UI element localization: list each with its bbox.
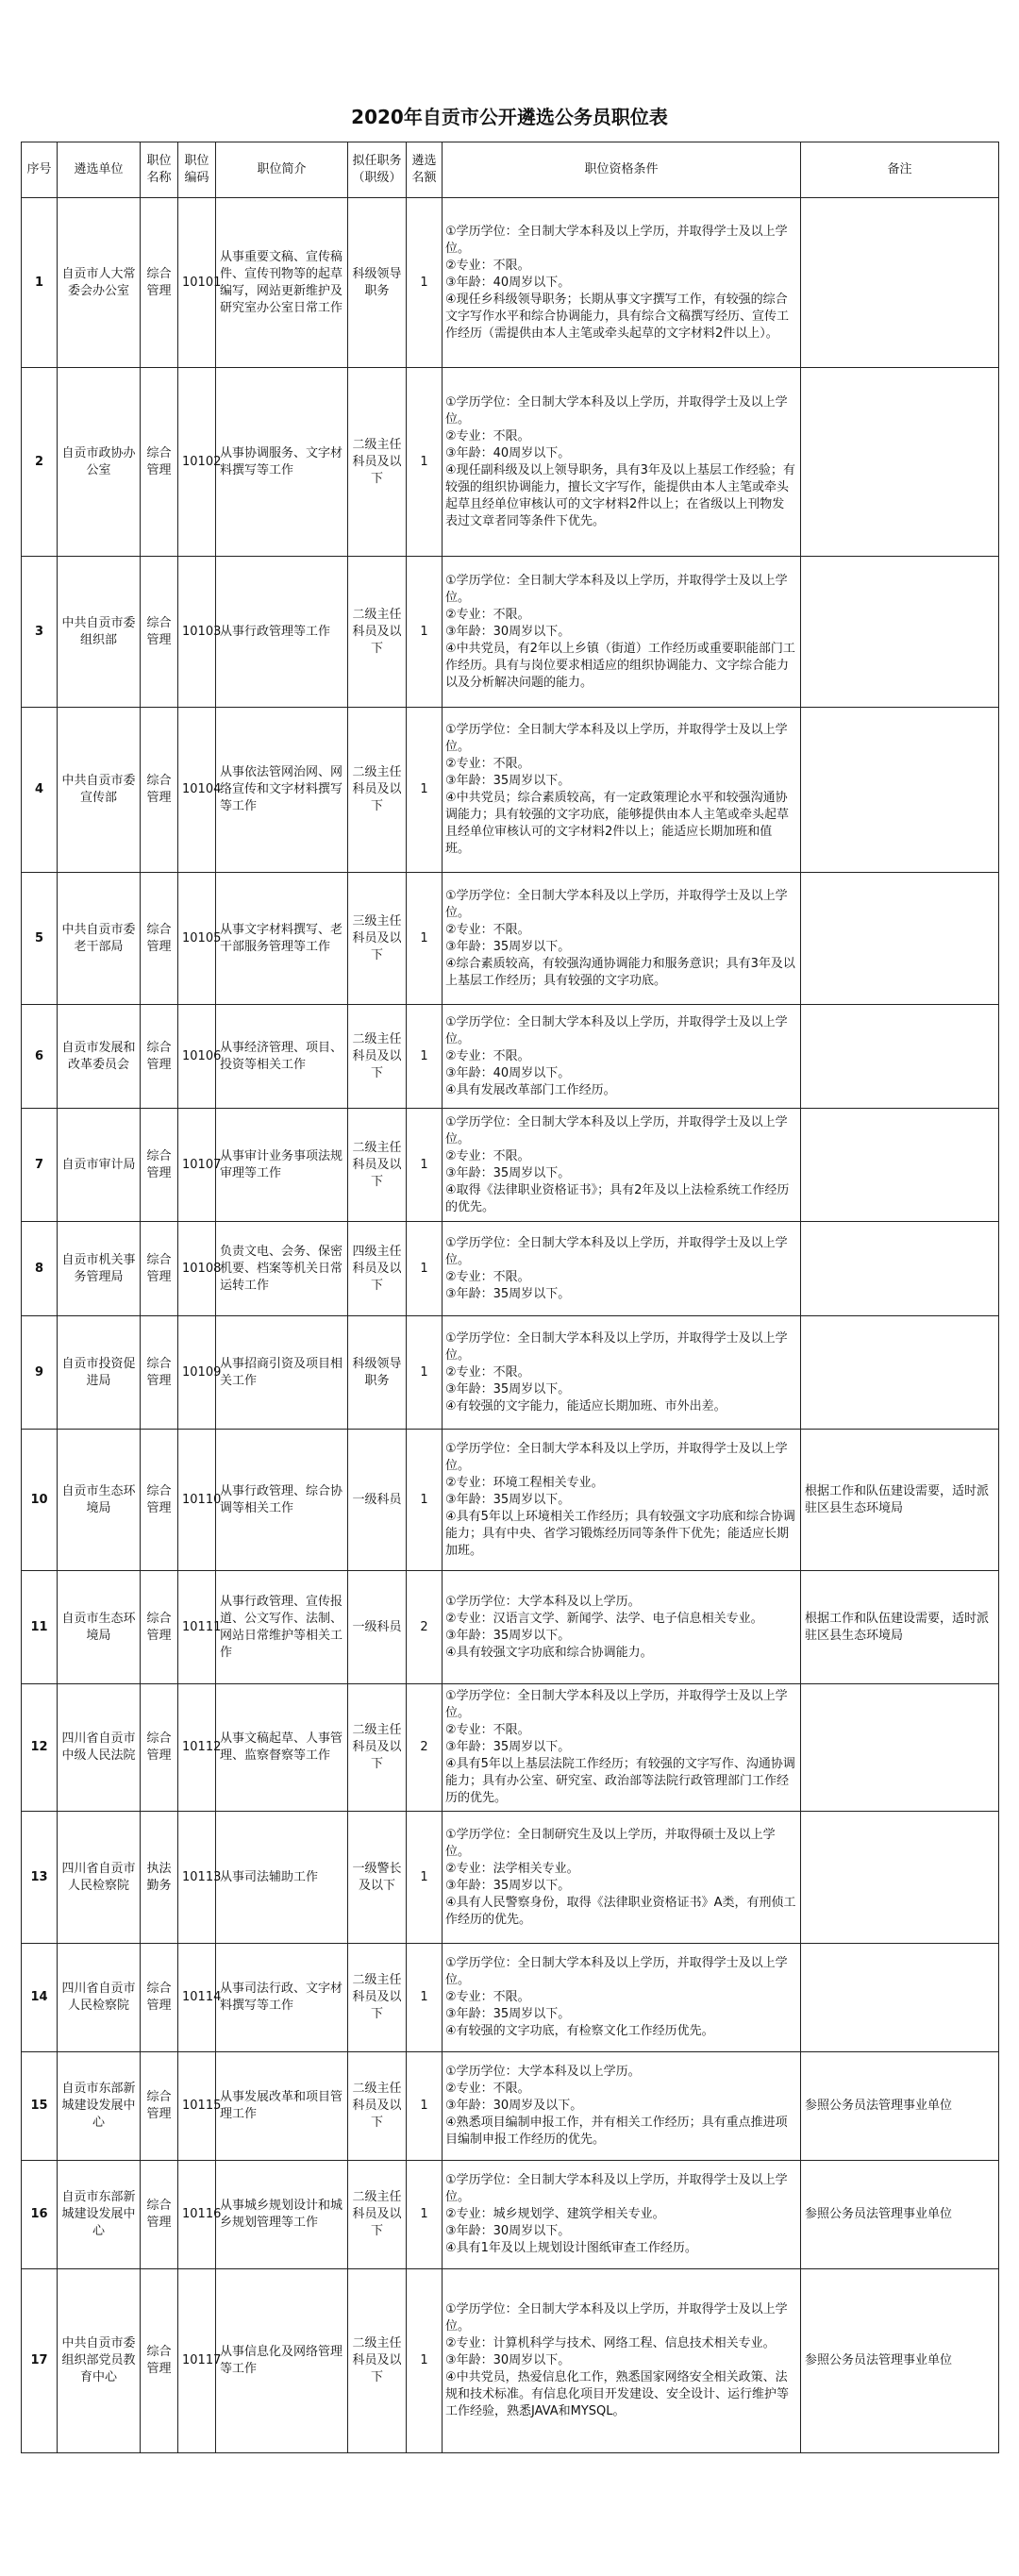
requirement-line: ①学历学位：全日制大学本科及以上学历，并取得学士及以上学位。	[445, 573, 788, 605]
row-position-name: 综合管理	[141, 1316, 178, 1430]
row-requirements	[443, 1944, 801, 2052]
requirement-line: ①学历学位：全日制大学本科及以上学历，并取得学士及以上学位。	[445, 394, 788, 427]
requirement-line: ③年龄：30周岁及以下。	[445, 2099, 583, 2113]
row-seq: 14	[22, 1944, 58, 2052]
requirement-line: ④中共党员，热爱信息化工作，熟悉国家网络安全相关政策、法规和技术标准。有信息化项目开发建设、安全设计、运行维护等工作经验，熟悉JAVA和MYSQL。	[445, 2370, 790, 2418]
requirement-line: ①学历学位：全日制大学本科及以上学历，并取得学士及以上学位。	[445, 1956, 788, 1987]
table-row	[22, 1571, 999, 1684]
row-seq: 5	[22, 873, 58, 1005]
requirement-line: ④综合素质较高，有较强沟通协调能力和服务意识；具有3年及以上基层工作经历；具有较强的文字功底。	[445, 956, 795, 988]
table-row	[22, 2161, 999, 2269]
table-row	[22, 198, 999, 368]
requirement-line: ④中共党员；综合素质较高，有一定政策理论水平和较强沟通协调能力；具有较强的文字功底，能够提供由本人主笔或牵头起草且经单位审核认可的文字材料2件以上；能适应长期加班和值班。	[445, 791, 790, 856]
requirement-line: ②专业：不限。	[445, 1269, 530, 1284]
row-requirements	[443, 1430, 801, 1571]
requirement-line: ②专业：计算机科学与技术、网络工程、信息技术相关专业。	[445, 2336, 776, 2350]
row-unit: 自贡市生态环境局	[58, 1571, 141, 1684]
row-unit: 中共自贡市委组织部	[58, 557, 141, 708]
row-requirements	[443, 1109, 801, 1222]
row-unit: 中共自贡市委宣传部	[58, 708, 141, 873]
table-row	[22, 1430, 999, 1571]
row-position-code: 10105	[178, 873, 216, 1005]
table-row	[22, 368, 999, 557]
row-rank: 二级主任科员及以下	[348, 368, 407, 557]
row-description: 从事文稿起草、人事管理、监察督察等工作	[216, 1684, 348, 1812]
requirement-line: ②专业：不限。	[445, 2082, 530, 2096]
row-requirements	[443, 368, 801, 557]
row-note	[801, 1812, 999, 1944]
row-quota: 1	[407, 873, 443, 1005]
header-rank: 拟任职务（职级）	[348, 142, 407, 198]
row-note: 参照公务员法管理事业单位	[801, 2052, 999, 2161]
requirement-line: ④具有5年以上基层法院工作经历；有较强的文字写作、沟通协调能力；具有办公室、研究室、政治部等法院行政管理部门工作经历的优先。	[445, 1757, 795, 1805]
position-table	[21, 142, 999, 2453]
row-description: 从事协调服务、文字材料撰写等工作	[216, 368, 348, 557]
row-position-code: 10114	[178, 1944, 216, 2052]
row-rank: 四级主任科员及以下	[348, 1222, 407, 1316]
document-title: 2020年自贡市公开遴选公务员职位表	[351, 106, 668, 128]
row-description: 从事重要文稿、宣传稿件、宣传刊物等的起草编写，网站更新维护及研究室办公室日常工作	[216, 198, 348, 368]
row-unit: 自贡市发展和改革委员会	[58, 1005, 141, 1109]
row-note: 参照公务员法管理事业单位	[801, 2269, 999, 2453]
requirement-line: ②专业：不限。	[445, 1990, 530, 2004]
table-row	[22, 2269, 999, 2453]
row-position-code: 10116	[178, 2161, 216, 2269]
row-requirements	[443, 708, 801, 873]
row-requirements	[443, 557, 801, 708]
header-requirements: 职位资格条件	[443, 142, 801, 198]
row-rank: 二级主任科员及以下	[348, 2161, 407, 2269]
requirement-line: ②专业：不限。	[445, 258, 530, 273]
row-rank: 一级警长及以下	[348, 1812, 407, 1944]
requirement-line: ③年龄：35周岁以下。	[445, 1740, 571, 1754]
row-rank: 二级主任科员及以下	[348, 2269, 407, 2453]
row-seq: 9	[22, 1316, 58, 1430]
row-rank: 二级主任科员及以下	[348, 1684, 407, 1812]
table-row	[22, 1005, 999, 1109]
row-quota: 1	[407, 1430, 443, 1571]
row-quota: 1	[407, 1812, 443, 1944]
row-quota: 1	[407, 368, 443, 557]
row-note	[801, 1005, 999, 1109]
row-unit: 自贡市投资促进局	[58, 1316, 141, 1430]
row-seq: 13	[22, 1812, 58, 1944]
requirement-line: ③年龄：35周岁以下。	[445, 1878, 571, 1893]
row-seq: 10	[22, 1430, 58, 1571]
requirement-line: ①学历学位：全日制大学本科及以上学历，并取得学士及以上学位。	[445, 2173, 788, 2204]
row-note	[801, 873, 999, 1005]
row-unit: 自贡市生态环境局	[58, 1430, 141, 1571]
row-description: 从事行政管理、综合协调等相关工作	[216, 1430, 348, 1571]
requirement-line: ②专业：不限。	[445, 1364, 530, 1380]
requirement-line: ①学历学位：全日制大学本科及以上学历，并取得学士及以上学位。	[445, 1689, 788, 1720]
header-note: 备注	[801, 142, 999, 198]
row-note: 根据工作和队伍建设需要，适时派驻区县生态环境局	[801, 1430, 999, 1571]
requirement-line: ②专业：环境工程相关专业。	[445, 1475, 604, 1490]
row-note	[801, 1684, 999, 1812]
requirement-line: ①学历学位：全日制大学本科及以上学历，并取得学士及以上学位。	[445, 1235, 788, 1267]
requirement-line: ③年龄：35周岁以下。	[445, 939, 571, 954]
row-requirements	[443, 1222, 801, 1316]
row-position-name: 综合管理	[141, 1109, 178, 1222]
row-note	[801, 1316, 999, 1430]
row-seq: 4	[22, 708, 58, 873]
header-seq: 序号	[22, 142, 58, 198]
requirement-line: ④具有1年及以上规划设计图纸审查工作经历。	[445, 2241, 697, 2255]
requirement-line: ③年龄：35周岁以下。	[445, 1286, 571, 1301]
row-note	[801, 1109, 999, 1222]
row-rank: 二级主任科员及以下	[348, 1109, 407, 1222]
row-position-code: 10111	[178, 1571, 216, 1684]
row-description: 从事城乡规划设计和城乡规划管理等工作	[216, 2161, 348, 2269]
requirement-line: ④有较强的文字能力，能适应长期加班、市外出差。	[445, 1398, 727, 1413]
row-rank: 科级领导职务	[348, 198, 407, 368]
row-position-name: 综合管理	[141, 1222, 178, 1316]
row-seq: 12	[22, 1684, 58, 1812]
table-row	[22, 1222, 999, 1316]
row-position-name: 综合管理	[141, 1430, 178, 1571]
row-seq: 6	[22, 1005, 58, 1109]
header-unit: 遴选单位	[58, 142, 141, 198]
requirement-line: ④有较强的文字功底，有检察文化工作经历优先。	[445, 2024, 714, 2038]
row-note	[801, 1222, 999, 1316]
requirement-line: ③年龄：40周岁以下。	[445, 275, 571, 290]
requirement-line: ②专业：不限。	[445, 1723, 530, 1737]
table-row	[22, 1812, 999, 1944]
requirement-line: ③年龄：30周岁以下。	[445, 2224, 571, 2238]
row-rank: 一级科员	[348, 1430, 407, 1571]
row-description: 从事发展改革和项目管理工作	[216, 2052, 348, 2161]
table-row	[22, 873, 999, 1005]
table-row	[22, 1109, 999, 1222]
row-rank: 三级主任科员及以下	[348, 873, 407, 1005]
row-position-name: 综合管理	[141, 1944, 178, 2052]
row-seq: 15	[22, 2052, 58, 2161]
row-requirements	[443, 1005, 801, 1109]
requirement-line: ②专业：法学相关专业。	[445, 1861, 579, 1876]
requirement-line: ④具有人民警察身份，取得《法律职业资格证书》A类，有刑侦工作经历的优先。	[445, 1895, 796, 1927]
row-quota: 1	[407, 2269, 443, 2453]
requirement-line: ③年龄：35周岁以下。	[445, 1381, 571, 1397]
row-position-code: 10117	[178, 2269, 216, 2453]
row-description: 从事招商引资及项目相关工作	[216, 1316, 348, 1430]
row-rank: 二级主任科员及以下	[348, 1005, 407, 1109]
table-row	[22, 708, 999, 873]
row-requirements	[443, 1316, 801, 1430]
header-position-code: 职位编码	[178, 142, 216, 198]
requirement-line: ③年龄：40周岁以下。	[445, 445, 571, 460]
requirement-line: ③年龄：35周岁以下。	[445, 2007, 571, 2021]
row-description: 负责文电、会务、保密机要、档案等机关日常运转工作	[216, 1222, 348, 1316]
row-seq: 17	[22, 2269, 58, 2453]
row-position-code: 10113	[178, 1812, 216, 1944]
row-rank: 二级主任科员及以下	[348, 557, 407, 708]
requirement-line: ④具有发展改革部门工作经历。	[445, 1082, 616, 1097]
row-position-name: 综合管理	[141, 1571, 178, 1684]
row-seq: 7	[22, 1109, 58, 1222]
row-description: 从事行政管理、宣传报道、公文写作、法制、网站日常维护等相关工作	[216, 1571, 348, 1684]
row-quota: 1	[407, 2161, 443, 2269]
requirement-line: ②专业：不限。	[445, 1048, 530, 1063]
row-quota: 2	[407, 1571, 443, 1684]
requirement-line: ④具有5年以上环境相关工作经历；具有较强文字功底和综合协调能力；具有中央、省学习锻炼经历同等条件下优先；能适应长期加班。	[445, 1509, 795, 1558]
row-position-name: 综合管理	[141, 198, 178, 368]
requirement-line: ④现任乡科级领导职务；长期从事文字撰写工作，有较强的综合文字写作水平和综合协调能力，具有综合文稿撰写经历、宣传工作经历（需提供由本人主笔或牵头起草的文字材料2件以上）。	[445, 292, 790, 341]
requirement-line: ①学历学位：大学本科及以上学历。	[445, 1594, 641, 1609]
row-position-name: 综合管理	[141, 2052, 178, 2161]
row-description: 从事司法辅助工作	[216, 1812, 348, 1944]
row-unit: 自贡市东部新城建设发展中心	[58, 2161, 141, 2269]
row-note	[801, 708, 999, 873]
requirement-line: ①学历学位：全日制大学本科及以上学历，并取得学士及以上学位。	[445, 723, 788, 754]
row-requirements	[443, 1812, 801, 1944]
row-seq: 16	[22, 2161, 58, 2269]
requirement-line: ③年龄：35周岁以下。	[445, 774, 571, 788]
requirement-line: ①学历学位：全日制大学本科及以上学历，并取得学士及以上学位。	[445, 888, 788, 920]
requirement-line: ②专业：不限。	[445, 1148, 530, 1163]
requirement-line: ②专业：不限。	[445, 757, 530, 771]
row-position-code: 10112	[178, 1684, 216, 1812]
row-quota: 1	[407, 1109, 443, 1222]
row-description: 从事审计业务事项法规审理等工作	[216, 1109, 348, 1222]
row-position-code: 10110	[178, 1430, 216, 1571]
row-note: 根据工作和队伍建设需要，适时派驻区县生态环境局	[801, 1571, 999, 1684]
row-unit: 自贡市政协办公室	[58, 368, 141, 557]
row-description: 从事行政管理等工作	[216, 557, 348, 708]
row-description: 从事信息化及网络管理等工作	[216, 2269, 348, 2453]
row-position-name: 执法勤务	[141, 1812, 178, 1944]
row-position-code: 10106	[178, 1005, 216, 1109]
requirement-line: ③年龄：30周岁以下。	[445, 624, 571, 639]
table-row	[22, 1684, 999, 1812]
requirement-line: ②专业：不限。	[445, 428, 530, 443]
row-rank: 一级科员	[348, 1571, 407, 1684]
row-position-code: 10103	[178, 557, 216, 708]
requirement-line: ④熟悉项目编制申报工作，并有相关工作经历；具有重点推进项目编制申报工作经历的优先。	[445, 2116, 788, 2147]
row-unit: 自贡市东部新城建设发展中心	[58, 2052, 141, 2161]
row-position-code: 10102	[178, 368, 216, 557]
row-seq: 11	[22, 1571, 58, 1684]
row-quota: 1	[407, 1944, 443, 2052]
row-position-name: 综合管理	[141, 368, 178, 557]
row-seq: 1	[22, 198, 58, 368]
header-position-name: 职位名称	[141, 142, 178, 198]
row-position-code: 10101	[178, 198, 216, 368]
row-position-name: 综合管理	[141, 1005, 178, 1109]
row-requirements	[443, 873, 801, 1005]
requirement-line: ①学历学位：全日制大学本科及以上学历，并取得学士及以上学位。	[445, 1441, 788, 1473]
row-description: 从事依法管网治网、网络宣传和文字材料撰写等工作	[216, 708, 348, 873]
requirement-line: ①学历学位：全日制大学本科及以上学历，并取得学士及以上学位。	[445, 1330, 788, 1363]
requirement-line: ④现任副科级及以上领导职务，具有3年及以上基层工作经验；有较强的组织协调能力，擅长文字写作，能提供由本人主笔或牵头起草且经单位审核认可的文字材料2件以上；在省级以上刊物发表过文章者同等条件下优先。	[445, 462, 795, 528]
row-position-code: 10104	[178, 708, 216, 873]
row-description: 从事经济管理、项目、投资等相关工作	[216, 1005, 348, 1109]
row-unit: 四川省自贡市人民检察院	[58, 1812, 141, 1944]
row-note	[801, 368, 999, 557]
row-note	[801, 1944, 999, 2052]
row-rank: 二级主任科员及以下	[348, 2052, 407, 2161]
row-description: 从事文字材料撰写、老干部服务管理等工作	[216, 873, 348, 1005]
row-requirements	[443, 1684, 801, 1812]
row-unit: 中共自贡市委组织部党员教育中心	[58, 2269, 141, 2453]
requirement-line: ②专业：不限。	[445, 922, 530, 937]
row-quota: 1	[407, 2052, 443, 2161]
row-note	[801, 557, 999, 708]
row-note	[801, 198, 999, 368]
row-seq: 8	[22, 1222, 58, 1316]
table-row	[22, 557, 999, 708]
row-requirements	[443, 1571, 801, 1684]
row-rank: 二级主任科员及以下	[348, 708, 407, 873]
requirement-line: ①学历学位：全日制研究生及以上学历，并取得硕士及以上学位。	[445, 1827, 776, 1859]
requirement-line: ④具有较强文字功底和综合协调能力。	[445, 1645, 653, 1660]
requirement-line: ②专业：不限。	[445, 607, 530, 622]
table-row	[22, 1316, 999, 1430]
row-position-code: 10108	[178, 1222, 216, 1316]
row-description: 从事司法行政、文字材料撰写等工作	[216, 1944, 348, 2052]
requirement-line: ①学历学位：全日制大学本科及以上学历，并取得学士及以上学位。	[445, 1014, 788, 1046]
requirement-line: ①学历学位：全日制大学本科及以上学历，并取得学士及以上学位。	[445, 224, 788, 256]
row-requirements	[443, 198, 801, 368]
row-quota: 2	[407, 1684, 443, 1812]
row-requirements	[443, 2161, 801, 2269]
requirement-line: ④取得《法律职业资格证书》；具有2年及以上法检系统工作经历的优先。	[445, 1182, 790, 1214]
row-note: 参照公务员法管理事业单位	[801, 2161, 999, 2269]
table-row	[22, 2052, 999, 2161]
row-quota: 1	[407, 1316, 443, 1430]
row-requirements	[443, 2269, 801, 2453]
row-unit: 四川省自贡市人民检察院	[58, 1944, 141, 2052]
requirement-line: ①学历学位：大学本科及以上学历。	[445, 2065, 641, 2079]
row-position-name: 综合管理	[141, 708, 178, 873]
row-position-code: 10115	[178, 2052, 216, 2161]
requirement-line: ③年龄：40周岁以下。	[445, 1065, 571, 1080]
header-quota: 遴选名额	[407, 142, 443, 198]
requirement-line: ③年龄：35周岁以下。	[445, 1165, 571, 1180]
row-unit: 四川省自贡市中级人民法院	[58, 1684, 141, 1812]
row-quota: 1	[407, 1222, 443, 1316]
row-quota: 1	[407, 1005, 443, 1109]
row-requirements	[443, 2052, 801, 2161]
requirement-line: ④中共党员，有2年以上乡镇（街道）工作经历或重要职能部门工作经历。具有与岗位要求相适应的组织协调能力、文字综合能力以及分析解决问题的能力。	[445, 641, 795, 690]
row-position-name: 综合管理	[141, 1684, 178, 1812]
row-seq: 3	[22, 557, 58, 708]
table-row	[22, 1944, 999, 2052]
requirement-line: ③年龄：35周岁以下。	[445, 1492, 571, 1507]
requirement-line: ③年龄：30周岁以下。	[445, 2353, 571, 2367]
row-quota: 1	[407, 708, 443, 873]
row-rank: 二级主任科员及以下	[348, 1944, 407, 2052]
row-unit: 自贡市审计局	[58, 1109, 141, 1222]
row-quota: 1	[407, 198, 443, 368]
row-unit: 中共自贡市委老干部局	[58, 873, 141, 1005]
row-position-name: 综合管理	[141, 873, 178, 1005]
row-position-code: 10109	[178, 1316, 216, 1430]
row-position-code: 10107	[178, 1109, 216, 1222]
row-unit: 自贡市人大常委会办公室	[58, 198, 141, 368]
row-position-name: 综合管理	[141, 2161, 178, 2269]
row-seq: 2	[22, 368, 58, 557]
row-unit: 自贡市机关事务管理局	[58, 1222, 141, 1316]
row-quota: 1	[407, 557, 443, 708]
row-position-name: 综合管理	[141, 557, 178, 708]
requirement-line: ②专业：汉语言文学、新闻学、法学、电子信息相关专业。	[445, 1611, 763, 1626]
row-position-name: 综合管理	[141, 2269, 178, 2453]
table-header-row	[22, 142, 999, 198]
header-description: 职位简介	[216, 142, 348, 198]
requirement-line: ①学历学位：全日制大学本科及以上学历，并取得学士及以上学位。	[445, 2302, 788, 2333]
requirement-line: ③年龄：35周岁以下。	[445, 1628, 571, 1643]
row-rank: 科级领导职务	[348, 1316, 407, 1430]
requirement-line: ②专业：城乡规划学、建筑学相关专业。	[445, 2207, 665, 2221]
requirement-line: ①学历学位：全日制大学本科及以上学历，并取得学士及以上学位。	[445, 1114, 788, 1146]
